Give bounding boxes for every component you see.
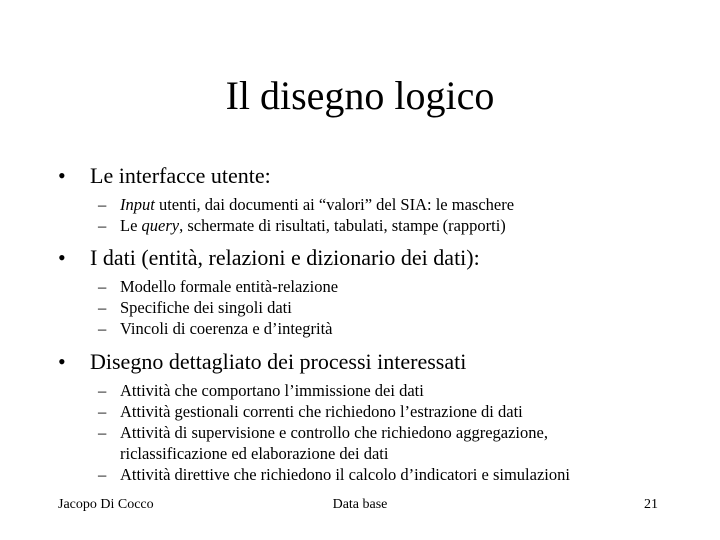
sublist-interfaces: [58, 194, 678, 236]
sub-item-text: Vincoli di coerenza e d’integrità: [120, 319, 333, 338]
sub-item-text: Attività che comportano l’immissione dei dati: [120, 381, 424, 400]
sub-item-emphasis: query: [141, 216, 180, 235]
footer-page-number: 21: [644, 497, 658, 512]
bullet-text: I dati (entità, relazioni e dizionario dei dati):: [90, 245, 480, 270]
dash-icon: –: [98, 298, 107, 317]
bullet-icon: •: [58, 349, 66, 374]
bullet-interfaces: [58, 163, 678, 189]
bullet-icon: •: [58, 245, 66, 270]
dash-icon: –: [98, 195, 107, 214]
sub-item-text: Modello formale entità-relazione: [120, 277, 339, 296]
sub-item-text: Attività gestionali correnti che richiedono l’estrazione di dati: [120, 402, 523, 421]
sub-item: [58, 401, 678, 422]
sub-item-text: Specifiche dei singoli dati: [120, 298, 292, 317]
dash-icon: –: [98, 277, 107, 296]
bullet-processes: [58, 349, 678, 375]
bullet-text: Le interfacce utente:: [90, 163, 271, 188]
bullet-text: Disegno dettagliato dei processi interessati: [90, 349, 467, 374]
footer-author: Jacopo Di Cocco: [58, 497, 154, 512]
sub-item-prefix: Le: [120, 216, 142, 235]
sublist-processes: [58, 380, 678, 485]
sub-item-text: utenti, dai documenti ai “valori” del SIA: le maschere: [154, 195, 515, 214]
bullet-data: [58, 245, 678, 271]
dash-icon: –: [98, 216, 107, 235]
sub-item-query: [58, 215, 678, 236]
dash-icon: –: [98, 402, 107, 421]
dash-icon: –: [98, 423, 107, 442]
slide-content: [58, 163, 678, 485]
sub-item: [58, 276, 678, 297]
sub-item-text: , schermate di risultati, tabulati, stampe (rapporti): [179, 216, 506, 235]
footer-course: Data base: [332, 497, 388, 512]
dash-icon: –: [98, 381, 107, 400]
sub-item: [58, 464, 678, 485]
dash-icon: –: [98, 465, 107, 484]
sub-item: [58, 318, 678, 339]
sub-item-emphasis: Input: [120, 195, 155, 214]
sub-item: [58, 297, 678, 318]
sub-item: [58, 380, 678, 401]
slide-title: Il disegno logico: [225, 73, 495, 118]
sub-item-text: Attività di supervisione e controllo che richiedono aggregazione, riclassificazione ed elaborazione dei dati: [120, 423, 548, 463]
bullet-icon: •: [58, 163, 66, 188]
sublist-data: [58, 276, 678, 339]
sub-item: [58, 422, 678, 464]
sub-item-input: [58, 194, 678, 215]
sub-item-text: Attività direttive che richiedono il calcolo d’indicatori e simulazioni: [120, 465, 570, 484]
dash-icon: –: [98, 319, 107, 338]
